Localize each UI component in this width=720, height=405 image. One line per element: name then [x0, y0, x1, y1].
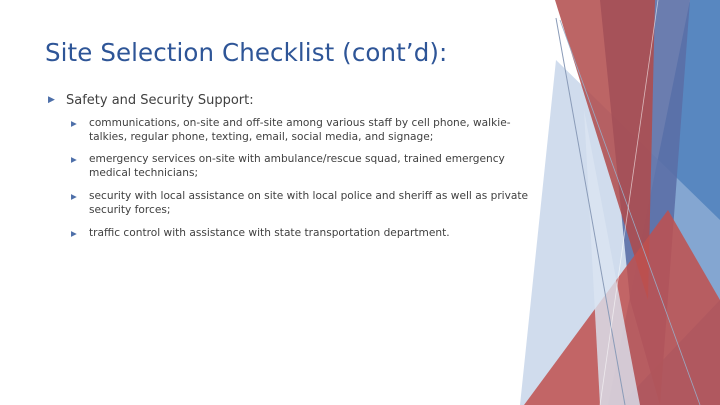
sub-bullet-text-4: traffic control with assistance with state transportation department.	[89, 227, 450, 239]
slide-title: Site Selection Checklist (cont’d):	[45, 38, 448, 67]
triangle-right-bullet-icon: ▶	[71, 192, 77, 201]
sub-bullet-item-1	[71, 117, 544, 144]
triangle-right-bullet-icon: ▶	[71, 155, 77, 164]
triangle-right-bullet-icon: ▶	[48, 95, 55, 105]
triangle-right-bullet-icon: ▶	[71, 229, 77, 238]
sub-bullet-text-2: emergency services on-site with ambulance/rescue squad, trained emergency medical technicians;	[89, 153, 505, 179]
triangle-right-bullet-icon: ▶	[71, 119, 77, 128]
sub-bullet-text-1: communications, on-site and off-site among various staff by cell phone, walkie-talkies, regular phone, texting, email, social media, and signage;	[89, 117, 511, 143]
sub-bullet-item-4	[71, 227, 544, 241]
level1-bullet-item	[48, 92, 254, 109]
level1-bullet-text: Safety and Security Support:	[66, 93, 254, 108]
sub-bullet-item-3	[71, 190, 544, 217]
sub-bullet-text-3: security with local assistance on site with local police and sheriff as well as private security forces;	[89, 190, 529, 216]
sub-bullet-item-2	[71, 153, 544, 180]
